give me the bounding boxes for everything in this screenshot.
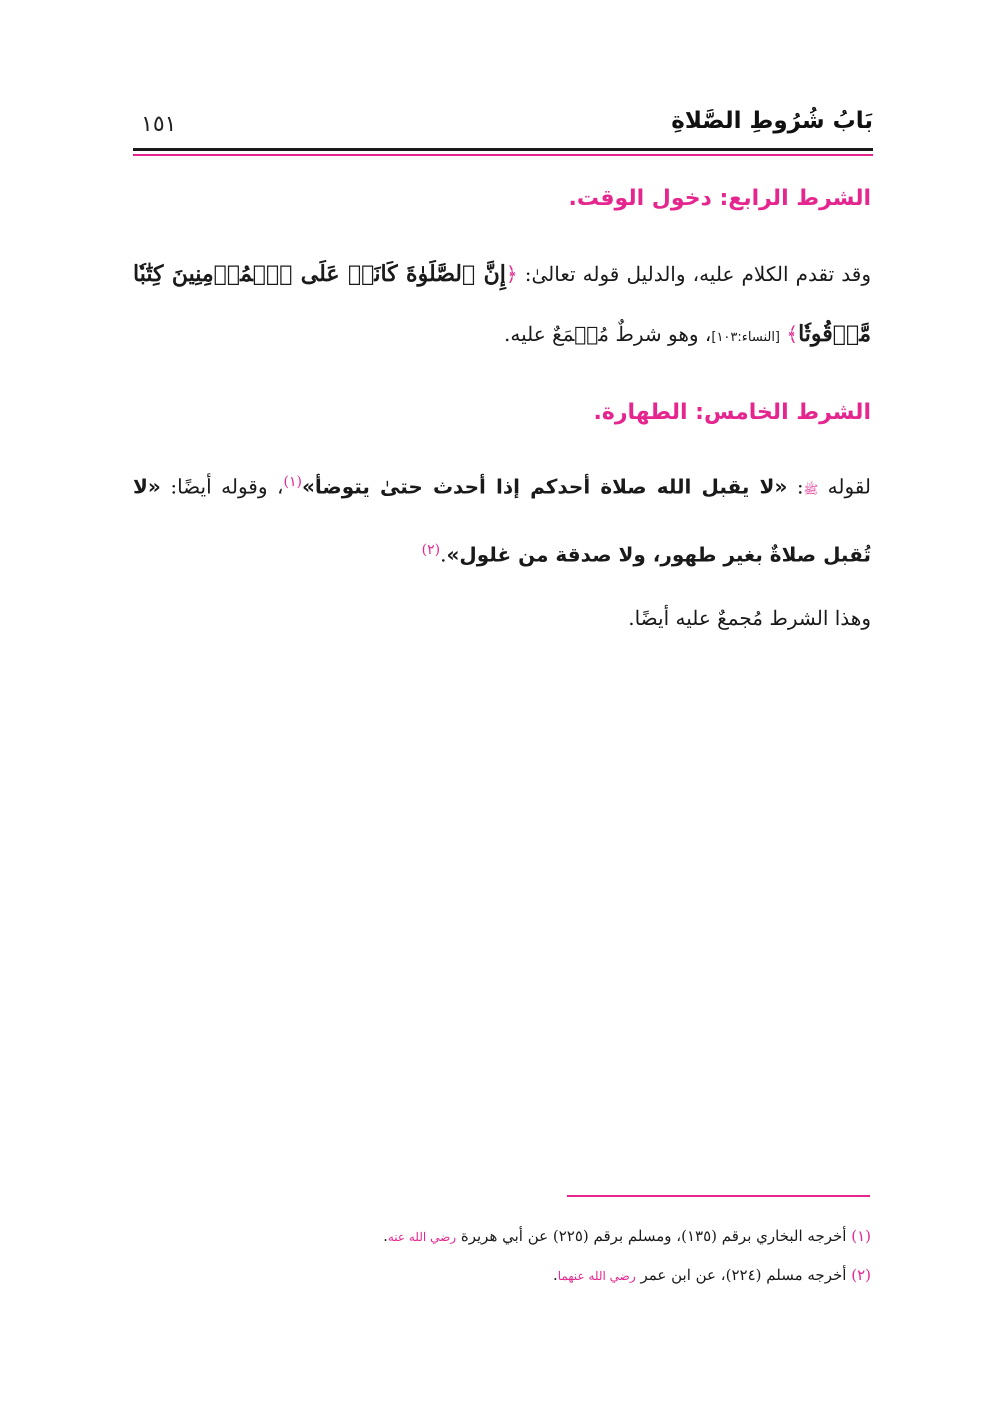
verse-citation: [النساء:١٠٣] (711, 330, 781, 345)
paragraph-consensus: وهذا الشرط مُجمعٌ عليه أيضًا. (628, 606, 871, 630)
intro-text: وقد تقدم الكلام عليه، والدليل قوله تعالىٰ: (524, 262, 871, 286)
sentence-end: . (440, 542, 447, 567)
hadith-two: «لا تُقبل صلاةٌ بغير طهور، ولا صدقة من غلول» (133, 474, 871, 567)
header-rule-black (133, 148, 873, 151)
footnote-2 (133, 1266, 871, 1284)
footnote-1 (133, 1227, 871, 1245)
honorific-companion: رضي الله عنهما (557, 1269, 636, 1283)
honorific-companion: رضي الله عنه (387, 1230, 457, 1244)
quran-verse: إِنَّ ٱلصَّلَوٰةَ كَانَتۡ عَلَى ٱلۡمُؤۡمِنِينَ كِتَٰبٗا مَّوۡقُوتٗا (133, 261, 871, 347)
quran-open-bracket: ﴿ (505, 262, 518, 286)
page-number: ١٥١ (141, 112, 177, 137)
quran-close-bracket: ﴾ (786, 322, 799, 346)
section-heading-fifth-condition: الشرط الخامس: الطهارة. (593, 400, 871, 425)
quote-connector: ، وقوله أيضًا: (170, 474, 284, 499)
footnote-marker-1[interactable]: (١) (283, 474, 302, 490)
header-rule-pink (133, 154, 873, 156)
consensus-text: ، وهو شرطٌ مُجۡمَعٌ عليه. (504, 322, 712, 346)
footnote-separator (567, 1195, 870, 1197)
footnote-end: . (552, 1266, 558, 1284)
footnote-text: أخرجه البخاري برقم (١٣٥)، ومسلم برقم (٢٢٥) عن أبي هريرة (460, 1227, 847, 1245)
quote-intro: لقوله (827, 474, 872, 499)
footnote-number: (١) (851, 1227, 871, 1245)
paragraph-purity-condition (133, 452, 871, 584)
footnote-text: أخرجه مسلم (٢٢٤)، عن ابن عمر (640, 1266, 847, 1284)
footnote-marker-2[interactable]: (٢) (421, 541, 441, 558)
hadith-one: «لا يقبل الله صلاة أحدكم إذا أحدث حتىٰ يتوضأ» (301, 474, 788, 499)
paragraph-time-condition (133, 244, 871, 368)
section-heading-fourth-condition: الشرط الرابع: دخول الوقت. (568, 186, 871, 211)
colon: : (796, 474, 804, 499)
chapter-title: بَابُ شُرُوطِ الصَّلاةِ (671, 108, 873, 134)
running-header (133, 108, 873, 148)
footnote-end: . (383, 1227, 388, 1245)
footnote-number: (٢) (851, 1266, 871, 1284)
honorific-prophet: ﷺ (803, 482, 819, 497)
